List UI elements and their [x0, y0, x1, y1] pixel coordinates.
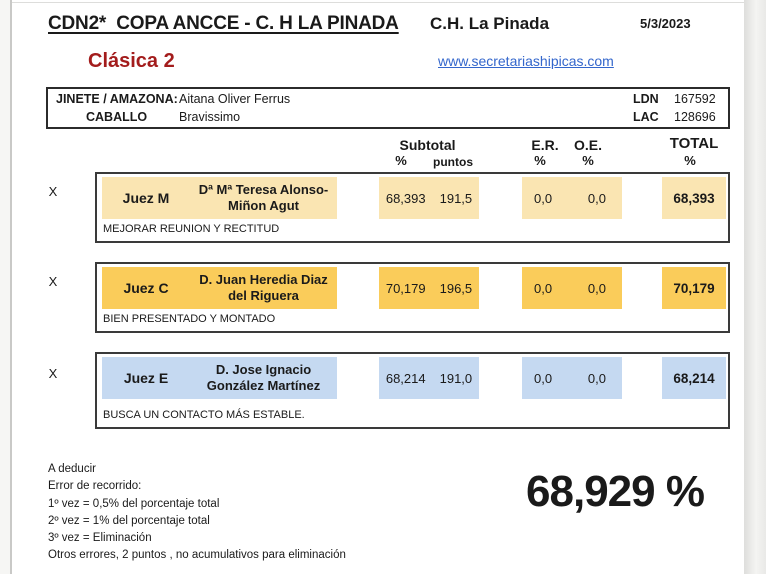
horse-license-number: 128696	[674, 110, 716, 124]
judge-row-e	[95, 352, 730, 429]
subtotal-percent: 68,214	[385, 370, 426, 386]
horse-label: CABALLO	[86, 110, 148, 124]
er-value: 0,0	[534, 190, 553, 206]
header-total: TOTAL	[669, 135, 719, 152]
page-left-edge-line	[10, 0, 12, 574]
page-top-edge-line	[12, 2, 744, 3]
class-name: Clásica 2	[88, 50, 175, 72]
rider-license-number: 167592	[674, 92, 716, 106]
header-subtotal-pct: %	[395, 153, 407, 168]
judge-e-mark: X	[48, 366, 58, 381]
rider-row	[48, 92, 728, 110]
competition-date: 5/3/2023	[640, 16, 691, 31]
judge-c-mark: X	[48, 274, 58, 289]
subtotal-cell	[379, 267, 479, 309]
header-subtotal: Subtotal	[399, 137, 456, 153]
header-er-pct: %	[534, 153, 546, 168]
subtotal-percent: 68,393	[385, 190, 426, 206]
judge-comment: BIEN PRESENTADO Y MONTADO	[103, 313, 276, 325]
judge-name: Dª Mª Teresa Alonso-Miñon Agut	[190, 177, 337, 219]
header-oe-pct: %	[582, 153, 594, 168]
horse-row	[48, 110, 728, 128]
judge-row-c	[95, 262, 730, 333]
page-left-margin	[0, 0, 10, 574]
note-line: 3º vez = Eliminación	[48, 532, 152, 545]
total-cell: 68,214	[662, 357, 726, 399]
judge-name: D. Jose Ignacio González Martínez	[190, 357, 337, 399]
note-line: Otros errores, 2 puntos , no acumulativos para eliminación	[48, 549, 346, 562]
judge-position-label: Juez C	[102, 267, 190, 309]
header-total-pct: %	[684, 153, 696, 168]
final-score: 68,929 %	[526, 467, 704, 516]
er-oe-cell	[522, 357, 622, 399]
subtotal-points: 196,5	[439, 280, 473, 296]
rider-label: JINETE / AMAZONA:	[56, 92, 178, 106]
competition-title: CDN2* COPA ANCCE - C. H LA PINADA	[48, 13, 399, 34]
subtotal-cell	[379, 357, 479, 399]
judge-position-label: Juez E	[102, 357, 190, 399]
deduction-notes	[48, 461, 346, 565]
horse-name: Bravissimo	[179, 110, 241, 124]
note-line: 2º vez = 1% del porcentaje total	[48, 514, 210, 527]
oe-value: 0,0	[587, 280, 606, 296]
judge-position-label: Juez M	[102, 177, 190, 219]
note-line: 1º vez = 0,5% del porcentaje total	[48, 497, 220, 510]
judge-m-mark: X	[48, 184, 58, 199]
note-line: A deducir	[48, 463, 96, 475]
website-link[interactable]: www.secretariashipicas.com	[438, 53, 614, 69]
subtotal-cell	[379, 177, 479, 219]
judge-comment: BUSCA UN CONTACTO MÁS ESTABLE.	[103, 409, 305, 421]
judge-comment: MEJORAR REUNION Y RECTITUD	[103, 223, 280, 235]
header-oe: O.E.	[573, 137, 602, 153]
venue-name: C.H. La Pinada	[430, 14, 550, 33]
oe-value: 0,0	[587, 190, 606, 206]
er-oe-cell	[522, 267, 622, 309]
entry-info-box	[46, 87, 730, 129]
subtotal-points: 191,0	[439, 370, 473, 386]
page-right-edge-shadow	[744, 0, 766, 574]
subtotal-points: 191,5	[439, 190, 473, 206]
rider-license-label: LDN	[633, 92, 659, 106]
total-cell: 70,179	[662, 267, 726, 309]
er-value: 0,0	[534, 370, 553, 386]
header-er: E.R.	[531, 137, 559, 153]
header-subtotal-points: puntos	[433, 155, 473, 169]
judge-name: D. Juan Heredia Diaz del Riguera	[190, 267, 337, 309]
note-line: Error de recorrido:	[48, 480, 142, 493]
horse-license-label: LAC	[633, 110, 659, 124]
oe-value: 0,0	[587, 370, 606, 386]
rider-name: Aitana Oliver Ferrus	[179, 92, 291, 106]
er-oe-cell	[522, 177, 622, 219]
subtotal-percent: 70,179	[385, 280, 426, 296]
judge-row-m	[95, 172, 730, 243]
er-value: 0,0	[534, 280, 553, 296]
total-cell: 68,393	[662, 177, 726, 219]
